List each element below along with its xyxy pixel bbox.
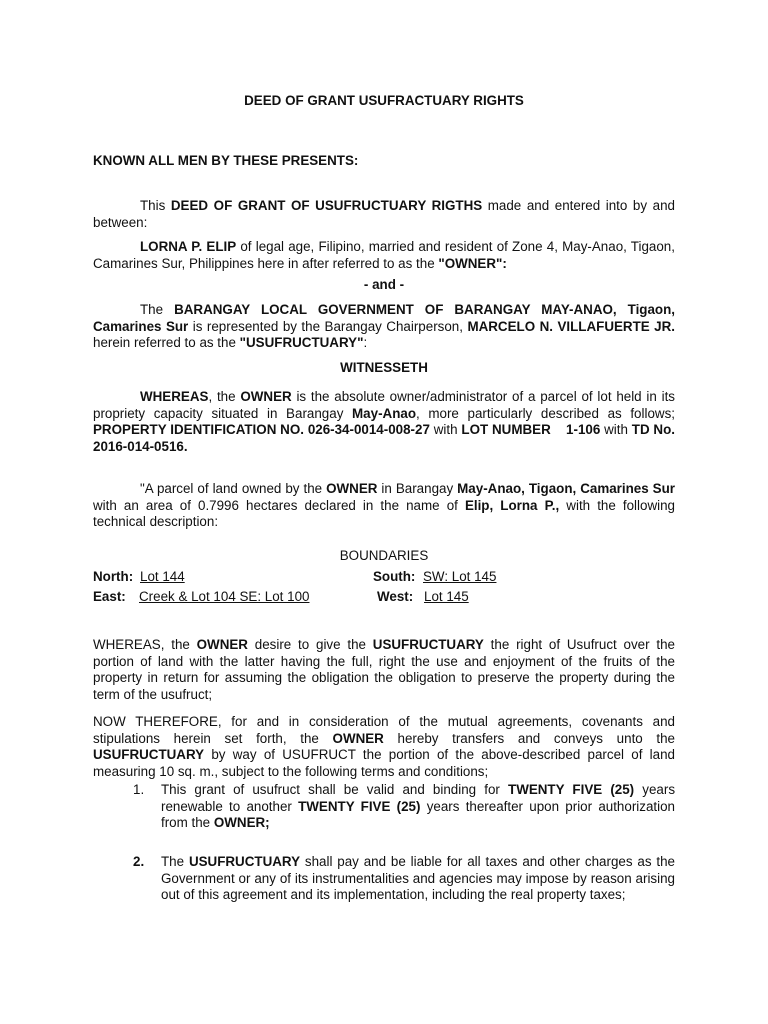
west-value: Lot 145: [424, 589, 469, 604]
item-number: 1.: [133, 782, 145, 797]
whereas-owner-paragraph: WHEREAS, the OWNER is the absolute owner/administrator of a parcel of lot held in its propriety capacity situated in Barangay May-Anao, more particularly described as follows; PROPERTY IDENTIFICATION NO. 026-34-0014-008-27 with LOT NUMBER 1-106 with TD No. 2016-014-0516.: [93, 389, 676, 454]
parcel-description-paragraph: "A parcel of land owned by the OWNER in Barangay May-Anao, Tigaon, Camarines Sur with an area of 0.7996 hectares declared in the name of Elip, Lorna P., with the following technical description:: [93, 481, 676, 529]
witnesseth-heading: WITNESSETH: [340, 360, 428, 375]
south-label: South:: [373, 569, 416, 584]
boundaries-row-north-south: [93, 569, 675, 587]
east-value: Creek & Lot 104 SE: Lot 100: [139, 589, 310, 604]
owner-paragraph: LORNA P. ELIP of legal age, Filipino, married and resident of Zone 4, May-Anao, Tigaon, Camarines Sur, Philippines here in after referred to as the "OWNER":: [93, 239, 675, 271]
item-text: This grant of usufruct shall be valid and binding for TWENTY FIVE (25) years renewable to another TWENTY FIVE (25) years thereafter upon prior authorization from the OWNER;: [161, 782, 676, 830]
south-value: SW: Lot 145: [423, 569, 497, 584]
boundaries-heading: BOUNDARIES: [339, 548, 429, 563]
boundaries-row-east-west: [93, 589, 675, 607]
known-all-men-heading: KNOWN ALL MEN BY THESE PRESENTS:: [93, 153, 359, 168]
now-therefore-paragraph: NOW THEREFORE, for and in consideration of the mutual agreements, covenants and stipulations herein set forth, the OWNER hereby transfers and conveys unto the USUFRUCTUARY by way of USUFRUCT the portion of the above-described parcel of land measuring 10 sq. m., subject to the following terms and conditions;: [93, 714, 676, 779]
north-value: Lot 144: [140, 569, 185, 584]
and-separator: - and -: [363, 277, 405, 292]
west-label: West:: [377, 589, 414, 604]
term-item-2: [133, 854, 675, 904]
north-label: North:: [93, 569, 134, 584]
term-item-1: [133, 782, 675, 832]
east-label: East:: [93, 589, 126, 604]
usufructuary-paragraph: The BARANGAY LOCAL GOVERNMENT OF BARANGAY MAY-ANAO, Tigaon, Camarines Sur is represented by the Barangay Chairperson, MARCELO N. VILLAFUERTE JR. herein referred to as the "USUFRUCTUARY":: [93, 302, 676, 350]
document-title: DEED OF GRANT USUFRACTUARY RIGHTS: [244, 93, 524, 108]
item-number: 2.: [133, 854, 145, 869]
whereas-usufruct-paragraph: WHEREAS, the OWNER desire to give the USUFRUCTUARY the right of Usufruct over the portion of land with the latter having the full, right the use and enjoyment of the fruits of the property in return for assuming the obligation the obligation to preserve the property during the term of the usufruct;: [93, 637, 676, 702]
item-text: The USUFRUCTUARY shall pay and be liable for all taxes and other charges as the Government or any of its instrumentalities and agencies may impose by reason arising out of this agreement and its implementation, including the real property taxes;: [161, 854, 675, 902]
intro-paragraph: This DEED OF GRANT OF USUFRUCTUARY RIGTHS made and entered into by and between:: [93, 198, 675, 230]
